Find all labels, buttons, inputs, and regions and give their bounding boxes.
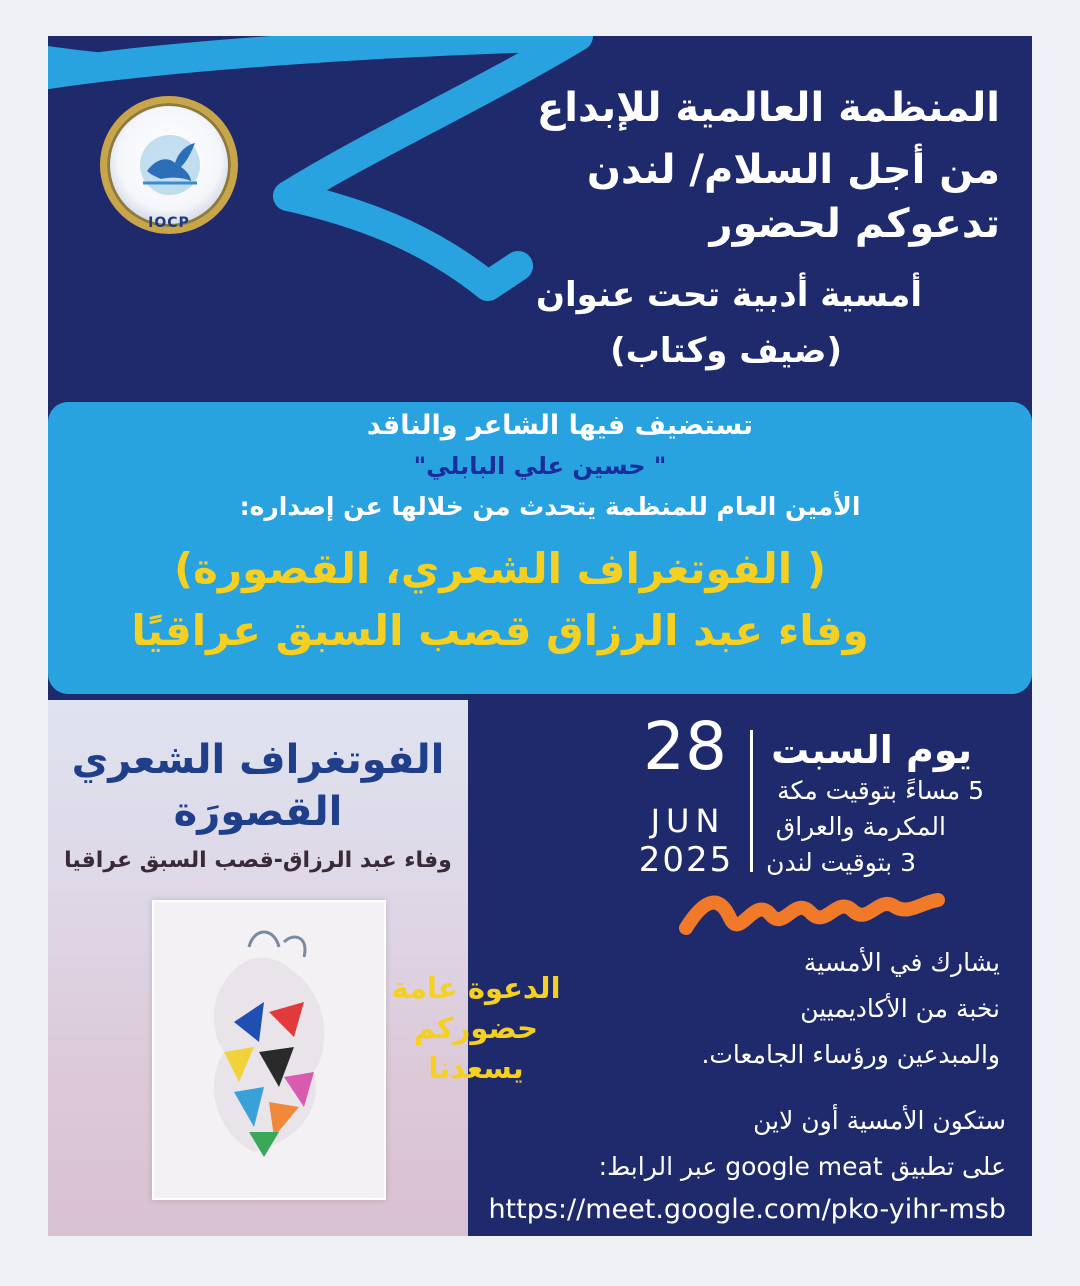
orange-zigzag-decoration (678, 888, 946, 944)
host-description: تستضيف فيها الشاعر والناقد (366, 410, 754, 441)
organization-name-line2: من أجل السلام/ لندن (586, 147, 1000, 193)
invitation-presence-line: حضوركم (414, 1011, 538, 1045)
invitation-welcome-line: يسعدنا (428, 1051, 524, 1085)
event-weekday: يوم السبت (771, 728, 972, 772)
event-day-number: 28 (643, 708, 727, 785)
event-type: أمسية أدبية تحت عنوان (535, 275, 922, 315)
cover-painting (152, 900, 386, 1200)
participants-line1: يشارك في الأمسية (803, 948, 1000, 977)
organization-logo (100, 96, 238, 234)
event-time-line3: 3 بتوقيت لندن (766, 848, 916, 877)
abstract-painting-image (154, 902, 384, 1198)
invitation-line: تدعوكم لحضور (709, 201, 1000, 247)
online-platform: على تطبيق google meat عبر الرابط: (598, 1152, 1006, 1181)
book-title-line1: ( الفوتغراف الشعري، القصورة) (173, 544, 827, 593)
book-title-line2: وفاء عبد الرزاق قصب السبق عراقيًا (131, 606, 869, 655)
event-year: 2025 (638, 840, 734, 880)
online-notice: ستكون الأمسية أون لاين (753, 1106, 1006, 1135)
book-cover-title-line1: الفوتغراف الشعري (71, 737, 445, 783)
organization-name-line1: المنظمة العالمية للإبداع (536, 85, 1000, 131)
event-month: JUN (650, 802, 726, 840)
participants-line3: والمبدعين ورؤساء الجامعات. (701, 1040, 1000, 1069)
event-time-line1: 5 مساءً بتوقيت مكة (777, 776, 984, 805)
dove-icon (135, 127, 205, 197)
event-title: (ضيف وكتاب) (610, 331, 842, 371)
book-cover (48, 700, 468, 1236)
participants-line2: نخبة من الأكاديميين (800, 994, 1000, 1023)
logo-label: IOCP (148, 215, 190, 231)
guest-info-band (48, 402, 1032, 694)
meeting-link[interactable]: https://meet.google.com/pko-yihr-msb (488, 1194, 1006, 1225)
guest-role: الأمين العام للمنظمة يتحدث من خلالها عن إصداره: (239, 492, 861, 521)
guest-name: " حسين علي البابلي" (413, 452, 667, 480)
book-cover-title-line2: القصورَة (173, 789, 343, 835)
invitation-open-line: الدعوة عامة (391, 971, 561, 1005)
event-time-line2: المكرمة والعراق (775, 812, 946, 841)
invitation-poster (48, 36, 1032, 1236)
book-cover-author: وفاء عبد الرزاق-قصب السبق عراقيا (64, 848, 452, 873)
